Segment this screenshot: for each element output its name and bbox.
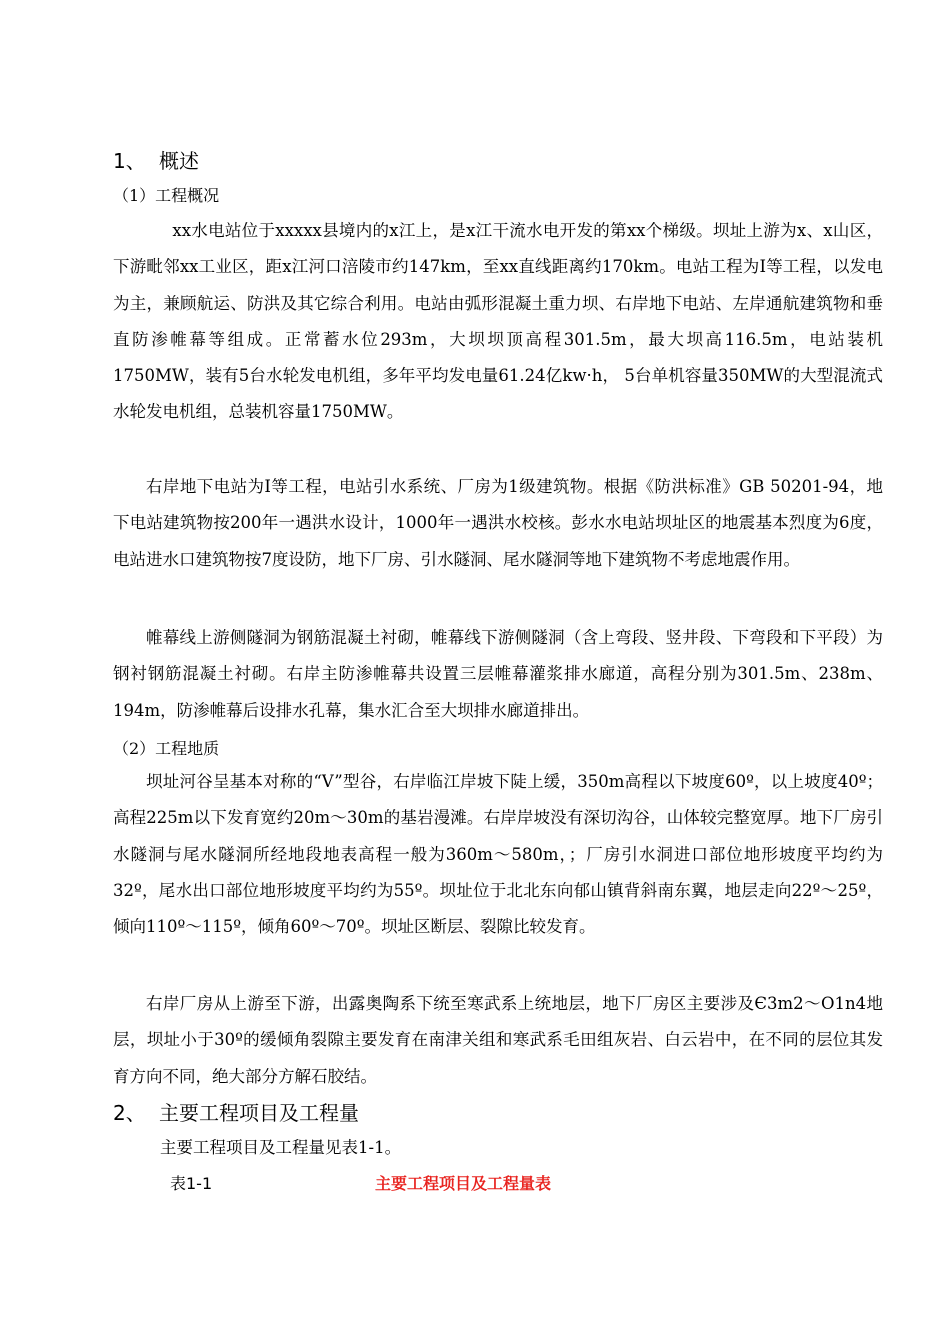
subsection-2-heading: （2）工程地质 (113, 739, 220, 758)
subsection-1-heading: （1）工程概况 (113, 186, 220, 205)
table-label: 表1-1 (170, 1174, 213, 1193)
section-2-intro: 主要工程项目及工程量见表1-1。 (160, 1138, 402, 1157)
paragraph-curtain: 帷幕线上游侧隧洞为钢筋混凝土衬砌，帷幕线下游侧隧洞（含上弯段、竖井段、下弯段和下平段）为钢衬钢筋混凝土衬砌。右岸主防渗帷幕共设置三层帷幕灌浆排水廊道，高程分别为301.5m、238m、194m，防渗帷幕后设排水孔幕，集水汇合至大坝排水廊道排出。 (113, 628, 883, 720)
section-1-title: 概述 (159, 149, 199, 173)
section-2-title: 主要工程项目及工程量 (159, 1101, 359, 1125)
table-title: 主要工程项目及工程量表 (375, 1174, 552, 1193)
section-1-heading (113, 148, 199, 174)
section-2-heading (113, 1100, 359, 1126)
paragraph-powerhouse: 右岸地下电站为Ⅰ等工程，电站引水系统、厂房为1级建筑物。根据《防洪标准》GB 50201-94，地下电站建筑物按200年一遇洪水设计，1000年一遇洪水校核。彭水水电站坝址区的地震基本烈度为6度，电站进水口建筑物按7度设防，地下厂房、引水隧洞、尾水隧洞等地下建筑物不考虑地震作用。 (113, 477, 883, 569)
section-2-number: 2、 (113, 1101, 146, 1125)
paragraph-geology: 坝址河谷呈基本对称的“V”型谷，右岸临江岸坡下陡上缓，350m高程以下坡度60º，以上坡度40º；高程225m以下发育宽约20m～30m的基岩漫滩。右岸岸坡没有深切沟谷，山体较完整宽厚。地下厂房引水隧洞与尾水隧洞所经地段地表高程一般为360m～580m，；厂房引水洞进口部位地形坡度平均约为32º，尾水出口部位地形坡度平均约为55º。坝址位于北北东向郁山镇背斜南东翼，地层走向22º～25º，倾向110º～115º，倾角60º～70º。坝址区断层、裂隙比较发育。 (113, 772, 883, 937)
paragraph-overview: xx水电站位于xxxxx县境内的x江上，是x江干流水电开发的第xx个梯级。坝址上游为x、x山区，下游毗邻xx工业区，距x江河口涪陵市约147km，至xx直线距离约170km。电站工程为I等工程，以发电为主，兼顾航运、防洪及其它综合利用。电站由弧形混凝土重力坝、右岸地下电站、左岸通航建筑物和垂直防渗帷幕等组成。正常蓄水位293m，大坝坝顶高程301.5m，最大坝高116.5m，电站装机1750MW，装有5台水轮发电机组，多年平均发电量61.24亿kw·h， 5台单机容量350MW的大型混流式水轮发电机组，总装机容量1750MW。 (113, 221, 883, 422)
paragraph-strata: 右岸厂房从上游至下游，出露奥陶系下统至寒武系上统地层，地下厂房区主要涉及Є3m2～O1n4地层，坝址小于30º的缓倾角裂隙主要发育在南津关组和寒武系毛田组灰岩、白云岩中，在不同的层位其发育方向不同，绝大部分方解石胶结。 (113, 994, 883, 1086)
section-1-number: 1、 (113, 149, 146, 173)
